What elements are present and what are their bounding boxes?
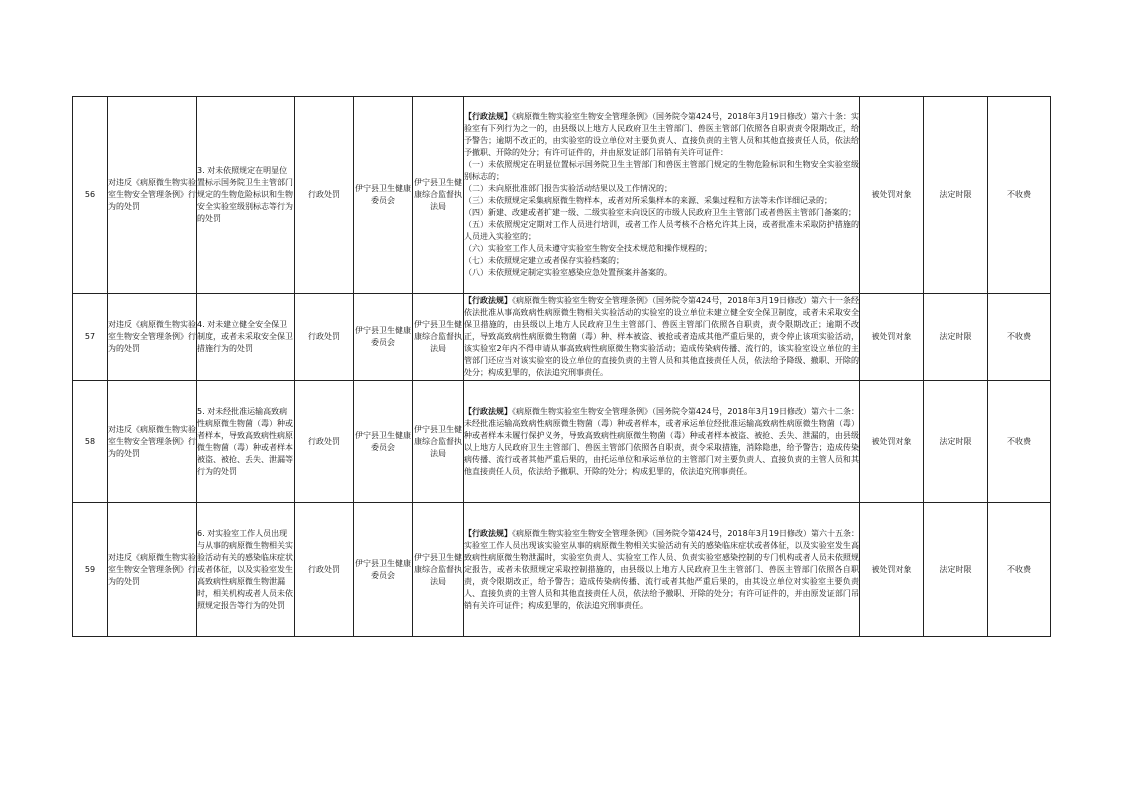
basis-clause: （六）实验室工作人员未遵守实验室生物安全技术规范和操作规程的；	[464, 244, 712, 253]
basis-clause: （三）未依照规定采集病原微生物样本，或者对所采集样本的来源、采集过程和方法等未作详细记录的；	[464, 196, 832, 205]
power-type: 行政处罚	[295, 294, 354, 381]
implementing-subject: 伊宁县卫生健康委员会	[354, 294, 413, 381]
implementing-subject: 伊宁县卫生健康委员会	[354, 97, 413, 294]
item-name: 对违反《病原微生物实验室生物安全管理条例》行为的处罚	[108, 97, 197, 294]
target-object: 被处罚对象	[860, 503, 924, 637]
fee-info: 不收费	[988, 294, 1051, 381]
basis-tag: 【行政法规】	[464, 406, 513, 416]
time-limit: 法定时限	[924, 97, 988, 294]
basis-clause: （五）未依照规定定期对工作人员进行培训，或者工作人员考核不合格允许其上岗，或者批准未采取防护措施的人员进入实验室的；	[464, 220, 859, 241]
power-type: 行政处罚	[295, 97, 354, 294]
fee-info: 不收费	[988, 97, 1051, 294]
table-row	[73, 503, 1051, 637]
time-limit: 法定时限	[924, 503, 988, 637]
basis-intro: 《病原微生物实验室生物安全管理条例》（国务院令第424号，2018年3月19日修改）第六十一条经依法批准从事高致病性病原微生物相关实验活动的实验室的设立单位未建立健全安全保卫制度，或者未采取安全保卫措施的，由县级以上地方人民政府卫生主管部门、兽医主管部门依照各自职责，责令限期改正；逾期不改正，导致高致病性病原微生物菌（毒）种、样本被盗、被抢或者造成其他严重后果的，责令停止该项实验活动，该实验室2年内不得申请从事高致病性病原微生物实验活动；造成传染病传播、流行的，该实验室设立单位的主管部门还应当对该实验室的设立单位的直接负责的主管人员和其他直接责任人员，依法给予降级、撤职、开除的处分；构成犯罪的，依法追究刑事责任。	[464, 296, 859, 377]
power-type: 行政处罚	[295, 381, 354, 503]
executing-department: 伊宁县卫生健康综合监督执法局	[413, 97, 464, 294]
row-number: 56	[73, 97, 108, 294]
time-limit: 法定时限	[924, 381, 988, 503]
basis-clause: （四）新建、改建或者扩建一级、二级实验室未向设区的市级人民政府卫生主管部门或者兽医主管部门备案的；	[464, 208, 856, 217]
basis-tag: 【行政法规】	[464, 112, 513, 121]
table-row	[73, 381, 1051, 503]
fee-info: 不收费	[988, 503, 1051, 637]
basis-tag: 【行政法规】	[464, 296, 513, 305]
legal-basis	[464, 97, 860, 294]
basis-clause: （一）未依照规定在明显位置标示国务院卫生主管部门和兽医主管部门规定的生物危险标识和生物安全实验室级别标志的；	[464, 160, 859, 181]
executing-department: 伊宁县卫生健康综合监督执法局	[413, 294, 464, 381]
table-row	[73, 97, 1051, 294]
row-number: 58	[73, 381, 108, 503]
power-type: 行政处罚	[295, 503, 354, 637]
row-number: 57	[73, 294, 108, 381]
basis-tag: 【行政法规】	[464, 528, 513, 538]
basis-intro: 《病原微生物实验室生物安全管理条例》（国务院令第424号，2018年3月19日修改）第六十五条：实验室工作人员出现该实验室从事的病原微生物相关实验活动有关的感染临床症状或者体征，以及实验室发生高致病性病原微生物泄漏时，实验室负责人、实验室工作人员、负责实验室感染控制的专门机构或者人员未依照规定报告，或者未依照规定采取控制措施的，由县级以上地方人民政府卫生主管部门、兽医主管部门依照各自职责，责令限期改正，给予警告；造成传染病传播、流行或者其他严重后果的，由其设立单位对实验室主要负责人、直接负责的主管人员和其他直接责任人员，依法给予撤职、开除的处分；有许可证件的，并由原发证部门吊销有关许可证件；构成犯罪的，依法追究刑事责任。	[464, 528, 859, 610]
sub-item-name: 6. 对实验室工作人员出现与从事的病原微生物相关实验活动有关的感染临床症状或者体征，以及实验室发生高致病性病原微生物泄漏时，相关机构或者人员未依照规定报告等行为的处罚	[197, 503, 295, 637]
basis-intro: 《病原微生物实验室生物安全管理条例》（国务院令第424号，2018年3月19日修改）第六十二条：未经批准运输高致病性病原微生物菌（毒）种或者样本，或者承运单位经批准运输高致病性病原微生物菌（毒）种或者样本未履行保护义务，导致高致病性病原微生物菌（毒）种或者样本被盗、被抢、丢失、泄漏的，由县级以上地方人民政府卫生主管部门、兽医主管部门依照各自职责，责令采取措施，消除隐患，给予警告；造成传染病传播、流行或者其他严重后果的，由托运单位和承运单位的主管部门对主要负责人、直接负责的主管人员和其他直接责任人员，依法给予撤职、开除的处分；构成犯罪的，依法追究刑事责任。	[464, 406, 859, 476]
basis-clause: （二）未向原批准部门报告实验活动结果以及工作情况的；	[464, 184, 672, 193]
basis-clause: （八）未依照规定制定实验室感染应急处置预案并备案的。	[464, 268, 672, 277]
sub-item-name: 3. 对未依照规定在明显位置标示国务院卫生主管部门规定的生物危险标识和生物安全实验室级别标志等行为的处罚	[197, 97, 295, 294]
implementing-subject: 伊宁县卫生健康委员会	[354, 381, 413, 503]
sub-item-name: 4. 对未建立健全安全保卫制度，或者未采取安全保卫措施行为的处罚	[197, 294, 295, 381]
time-limit: 法定时限	[924, 294, 988, 381]
item-name: 对违反《病原微生物实验室生物安全管理条例》行为的处罚	[108, 381, 197, 503]
table-row	[73, 294, 1051, 381]
basis-clause: （七）未依照规定建立或者保存实验档案的；	[464, 256, 624, 265]
legal-basis	[464, 381, 860, 503]
target-object: 被处罚对象	[860, 97, 924, 294]
legal-basis	[464, 503, 860, 637]
item-name: 对违反《病原微生物实验室生物安全管理条例》行为的处罚	[108, 503, 197, 637]
executing-department: 伊宁县卫生健康综合监督执法局	[413, 503, 464, 637]
row-number: 59	[73, 503, 108, 637]
legal-basis	[464, 294, 860, 381]
basis-items	[464, 159, 859, 279]
authority-list-table	[72, 96, 1051, 637]
fee-info: 不收费	[988, 381, 1051, 503]
target-object: 被处罚对象	[860, 381, 924, 503]
sub-item-name: 5. 对未经批准运输高致病性病原微生物菌（毒）种或者样本，导致高致病性病原微生物菌（毒）种或者样本被盗、被抢、丢失、泄漏等行为的处罚	[197, 381, 295, 503]
executing-department: 伊宁县卫生健康综合监督执法局	[413, 381, 464, 503]
implementing-subject: 伊宁县卫生健康委员会	[354, 503, 413, 637]
target-object: 被处罚对象	[860, 294, 924, 381]
item-name: 对违反《病原微生物实验室生物安全管理条例》行为的处罚	[108, 294, 197, 381]
basis-intro: 《病原微生物实验室生物安全管理条例》（国务院令第424号，2018年3月19日修改）第六十条：实验室有下列行为之一的，由县级以上地方人民政府卫生主管部门、兽医主管部门依照各自职责责令限期改正，给予警告；逾期不改正的，由实验室的设立单位对主要负责人、直接负责的主管人员和其他直接责任人员，依法给予撤职、开除的处分；有许可证件的，并由原发证部门吊销有关许可证件：	[464, 112, 859, 157]
